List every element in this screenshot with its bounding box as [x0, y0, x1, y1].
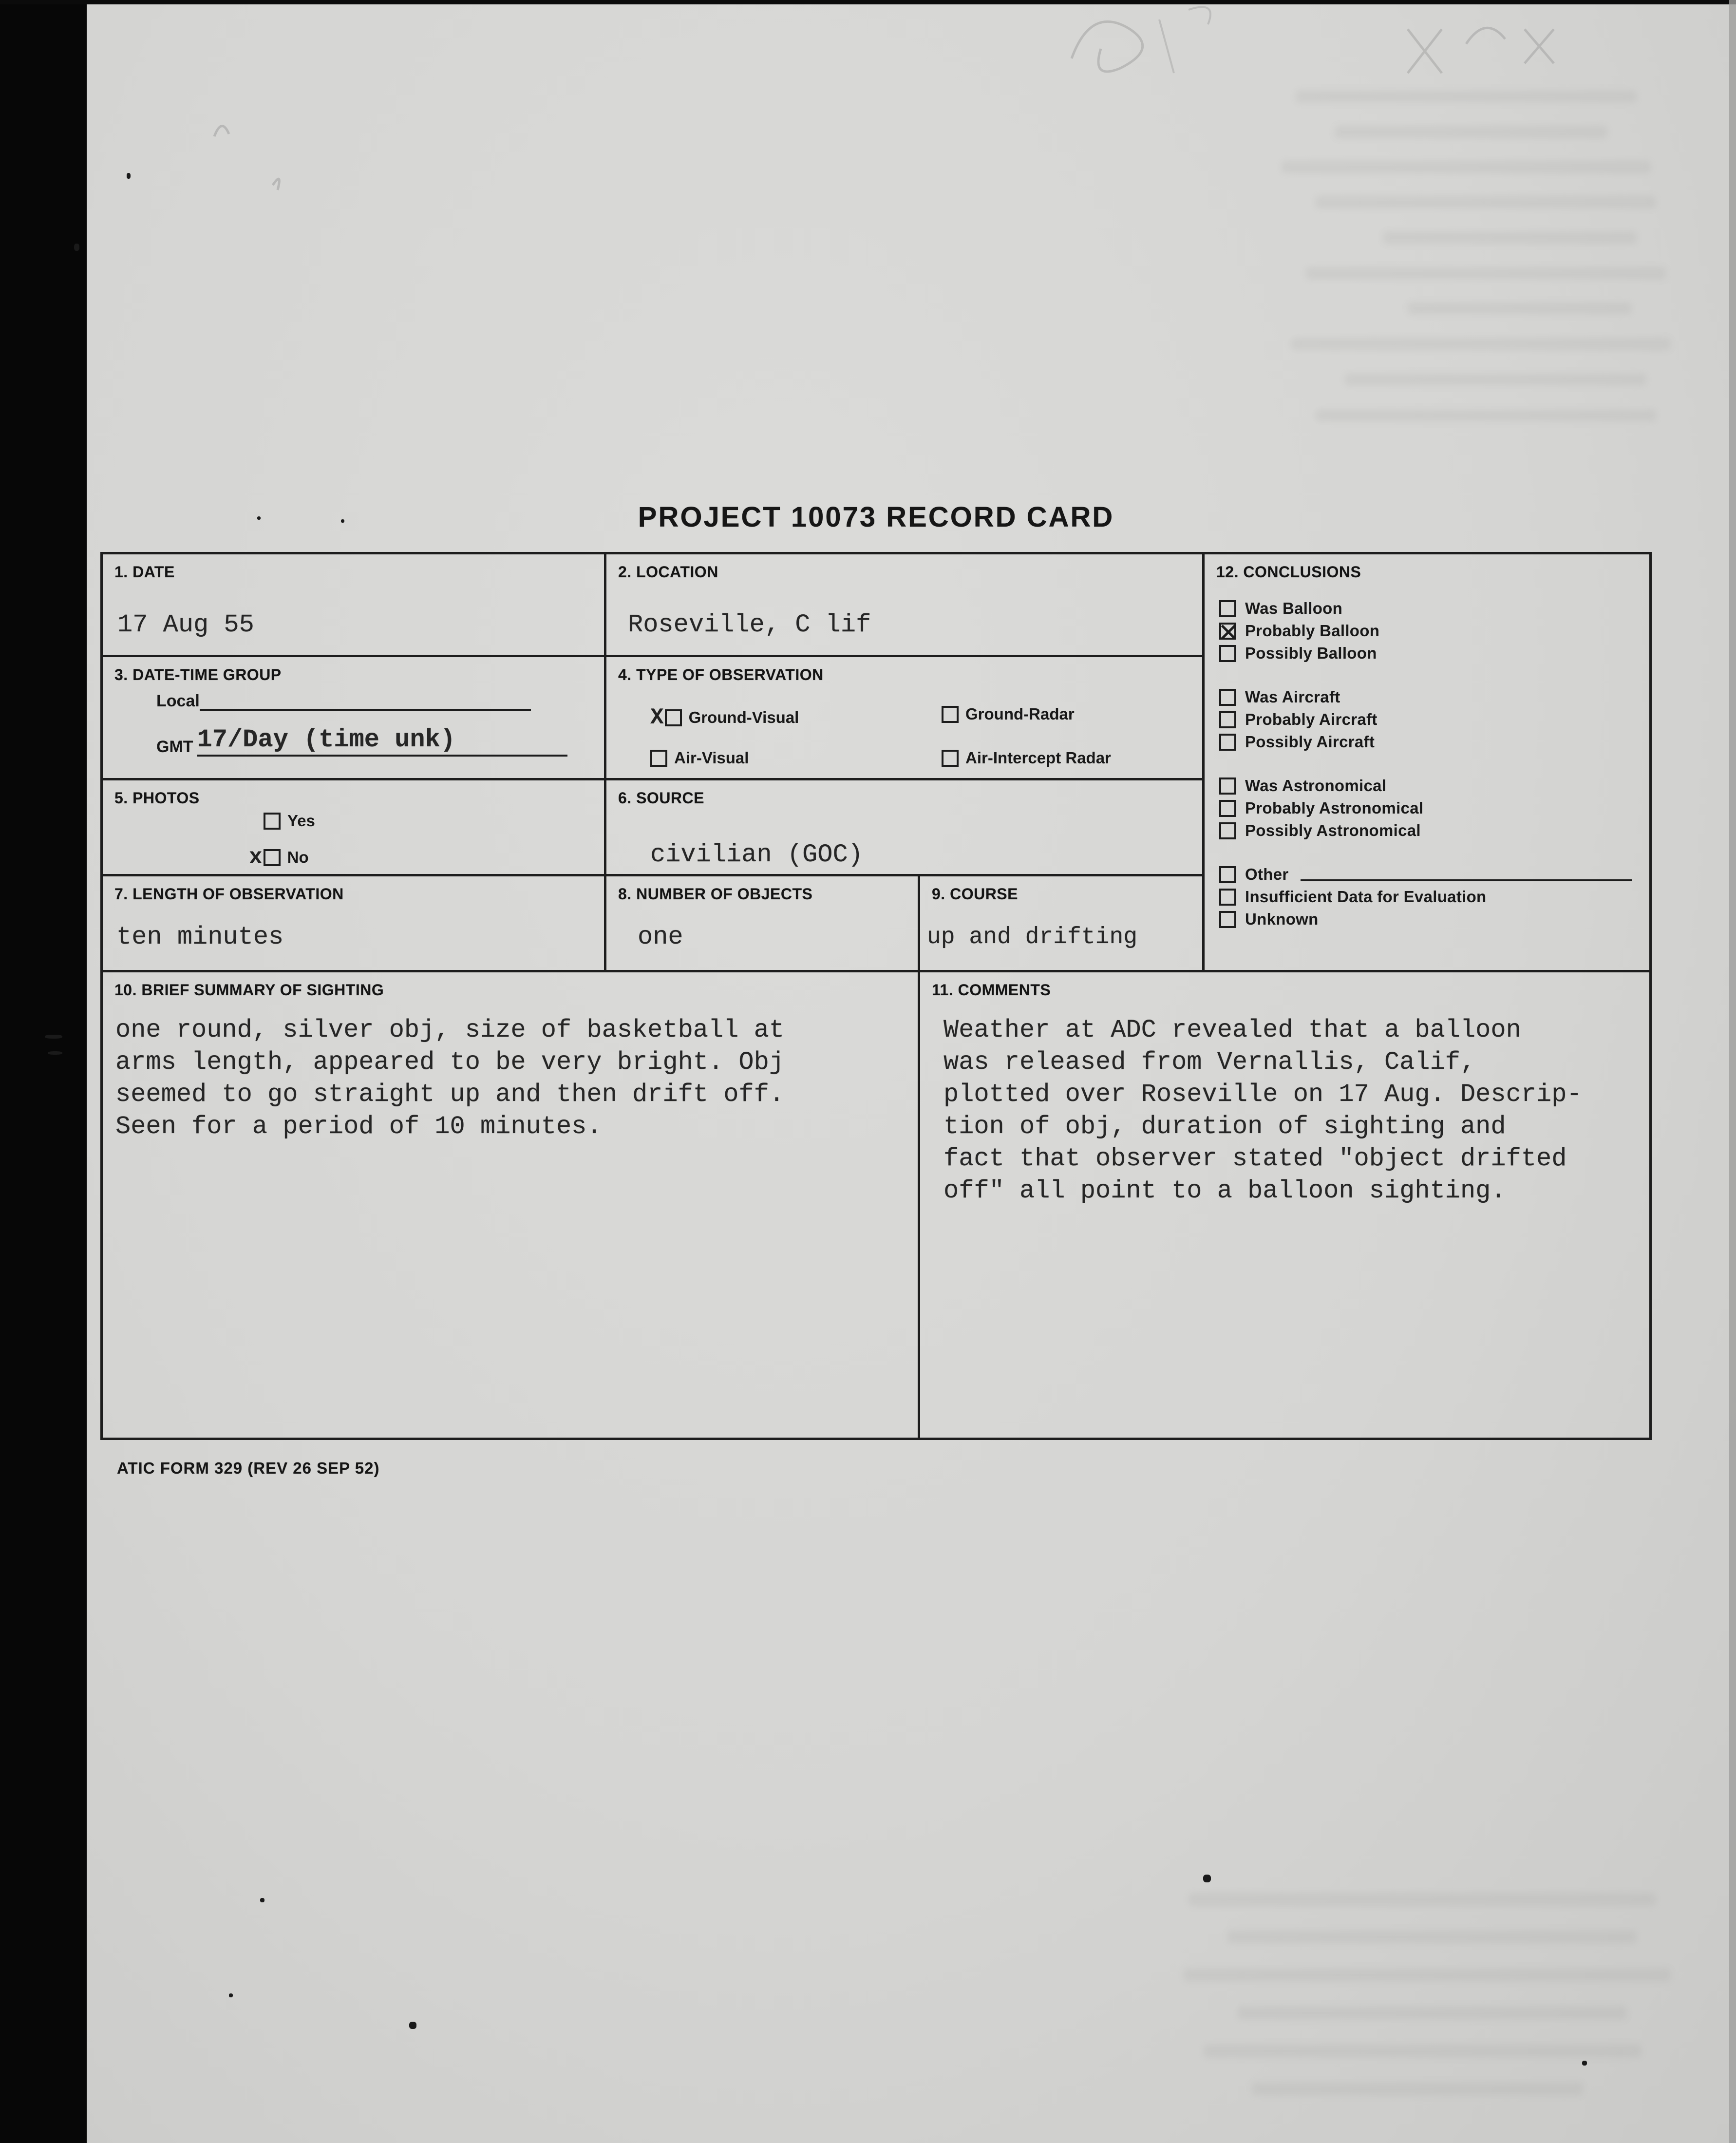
field-label: 8. NUMBER OF OBJECTS [618, 885, 813, 903]
form-id: ATIC FORM 329 (REV 26 SEP 52) [117, 1459, 380, 1477]
conclusion-label: Other [1245, 865, 1289, 883]
conclusion-label: Probably Aircraft [1245, 710, 1377, 728]
checkbox-icon [1219, 689, 1236, 706]
page-title: PROJECT 10073 RECORD CARD [638, 501, 1114, 533]
field-label: 1. DATE [114, 563, 175, 581]
date-value: 17 Aug 55 [117, 610, 254, 639]
pencil-scribble [1388, 10, 1632, 88]
conclusion-group-astronomical [1219, 777, 1637, 840]
scan-speck [1582, 2061, 1587, 2066]
conclusion-option [1219, 799, 1637, 817]
field-label: 11. COMMENTS [932, 981, 1051, 999]
conclusion-option [1219, 733, 1637, 751]
photos-option-no [249, 845, 309, 870]
scan-edge-left [0, 0, 87, 2143]
scan-speck [74, 244, 79, 251]
bleedthrough-mark [1227, 1930, 1637, 1944]
location-value: Roseville, C lif [628, 610, 871, 639]
field-comments [920, 972, 1649, 1438]
checkbox-icon [1219, 911, 1236, 928]
conclusion-option [1219, 644, 1637, 663]
checkbox-icon [1219, 800, 1236, 817]
scan-speck [127, 173, 131, 179]
photos-option-label: Yes [287, 812, 315, 830]
field-length-of-observation [103, 876, 606, 972]
x-mark: X [650, 705, 664, 730]
conclusion-label: Possibly Astronomical [1245, 821, 1421, 839]
field-conclusions [1205, 554, 1649, 972]
local-row [156, 689, 531, 711]
obs-option-air-visual [650, 749, 749, 767]
field-type-of-observation [606, 657, 1205, 780]
comments-text: Weather at ADC revealed that a balloon was released from Vernallis, Calif, plotted over Roseville on 17 Aug. Descrip- tion of obj, duration of sighting and fact that observer stated "object drifted off" all point to a balloon sighting. [943, 1016, 1582, 1205]
bleedthrough-mark [1184, 1968, 1671, 1982]
field-label: 7. LENGTH OF OBSERVATION [114, 885, 344, 903]
bleedthrough-mark [1189, 1893, 1656, 1906]
conclusion-group-other [1219, 865, 1637, 929]
field-photos [103, 780, 606, 876]
scan-speck [229, 1993, 233, 1997]
conclusion-option [1219, 888, 1637, 906]
field-date-time-group [103, 657, 606, 780]
conclusion-label: Was Balloon [1245, 599, 1343, 617]
checkbox-icon [1219, 645, 1236, 662]
obs-option-label: Ground-Visual [688, 708, 799, 726]
scan-speck [48, 1051, 62, 1055]
conclusion-option [1219, 599, 1637, 618]
number-value: one [638, 923, 683, 951]
other-blank-line [1301, 868, 1632, 881]
x-mark: x [249, 845, 263, 870]
bleedthrough-mark [1305, 267, 1666, 280]
bleedthrough-mark [1344, 373, 1646, 386]
field-date [103, 554, 606, 657]
checkbox-icon [264, 849, 281, 866]
obs-option-air-intercept-radar [942, 749, 1111, 767]
source-value: civilian (GOC) [650, 840, 863, 869]
conclusion-label: Unknown [1245, 910, 1319, 928]
field-brief-summary [103, 972, 920, 1438]
scan-edge-right [1729, 0, 1736, 2143]
conclusions-list [1219, 599, 1637, 929]
gmt-row [156, 725, 567, 757]
conclusion-option [1219, 710, 1637, 729]
scan-edge-top [0, 0, 1736, 4]
conclusion-option [1219, 865, 1637, 884]
field-label: 9. COURSE [932, 885, 1018, 903]
field-label: 5. PHOTOS [114, 789, 200, 807]
obs-option-ground-visual [650, 705, 799, 730]
photos-option-label: No [287, 848, 309, 866]
checkbox-icon [1219, 734, 1236, 751]
obs-option-label: Air-Intercept Radar [965, 749, 1111, 767]
conclusion-label: Insufficient Data for Evaluation [1245, 888, 1487, 906]
bleedthrough-mark [1315, 196, 1656, 209]
conclusion-label: Probably Astronomical [1245, 799, 1424, 817]
local-label: Local [156, 692, 200, 710]
conclusion-option [1219, 910, 1637, 929]
field-label: 12. CONCLUSIONS [1216, 563, 1361, 581]
conclusion-option [1219, 821, 1637, 840]
bleedthrough-mark [1203, 2044, 1642, 2058]
length-value: ten minutes [116, 923, 284, 951]
checkbox-icon [650, 750, 667, 767]
checkbox-icon [1219, 822, 1236, 839]
field-label: 6. SOURCE [618, 789, 704, 807]
pencil-scribble [185, 107, 331, 214]
conclusion-option [1219, 688, 1637, 706]
checkbox-icon [1219, 711, 1236, 728]
scan-speck [45, 1035, 62, 1039]
conclusion-option [1219, 777, 1637, 795]
checkbox-icon [1219, 866, 1236, 883]
conclusion-group-aircraft [1219, 688, 1637, 751]
bleedthrough-mark [1315, 409, 1656, 422]
conclusion-label: Possibly Aircraft [1245, 733, 1375, 751]
scan-speck [1203, 1875, 1211, 1882]
photos-option-yes [264, 812, 315, 830]
field-label: 2. LOCATION [618, 563, 718, 581]
conclusion-label: Possibly Balloon [1245, 644, 1377, 662]
obs-option-label: Ground-Radar [965, 705, 1075, 723]
field-number-of-objects [606, 876, 920, 972]
field-course [920, 876, 1205, 972]
conclusion-option [1219, 622, 1637, 640]
conclusion-label: Was Astronomical [1245, 777, 1387, 795]
record-card [100, 552, 1652, 1440]
checkbox-icon [942, 706, 959, 723]
field-label: 4. TYPE OF OBSERVATION [618, 666, 824, 683]
obs-option-ground-radar [942, 705, 1075, 723]
conclusion-label: Probably Balloon [1245, 622, 1380, 640]
checkbox-icon [1219, 889, 1236, 906]
bleedthrough-mark [1237, 2006, 1627, 2020]
field-label: 3. DATE-TIME GROUP [114, 666, 282, 683]
bleedthrough-mark [1335, 126, 1607, 138]
bleedthrough-mark [1252, 2082, 1583, 2096]
checkbox-icon [1219, 778, 1236, 795]
field-location [606, 554, 1205, 657]
checkbox-icon [665, 709, 682, 726]
bleedthrough-mark [1281, 161, 1651, 173]
course-value: up and drifting [927, 924, 1138, 950]
conclusion-group-balloon [1219, 599, 1637, 663]
summary-text: one round, silver obj, size of basketball at arms length, appeared to be very bright. Obj seemed to go straight up and then drift off. Seen for a period of 10 minutes. [115, 1016, 785, 1141]
bleedthrough-mark [1408, 302, 1632, 315]
checkbox-icon [264, 813, 281, 830]
bleedthrough-mark [1296, 90, 1637, 103]
obs-option-label: Air-Visual [674, 749, 749, 767]
gmt-value: 17/Day (time unk) [197, 725, 567, 757]
gmt-label: GMT [156, 738, 193, 756]
checkbox-icon [942, 750, 959, 767]
checkbox-icon [1219, 600, 1236, 617]
scan-speck [260, 1898, 264, 1902]
bleedthrough-mark [1291, 338, 1671, 350]
scan-speck [409, 2022, 416, 2029]
bleedthrough-mark [1383, 231, 1637, 244]
checkbox-icon [1219, 623, 1236, 640]
conclusion-label: Was Aircraft [1245, 688, 1340, 706]
field-label: 10. BRIEF SUMMARY OF SIGHTING [114, 981, 384, 999]
field-source [606, 780, 1205, 876]
local-blank-line [200, 689, 531, 711]
